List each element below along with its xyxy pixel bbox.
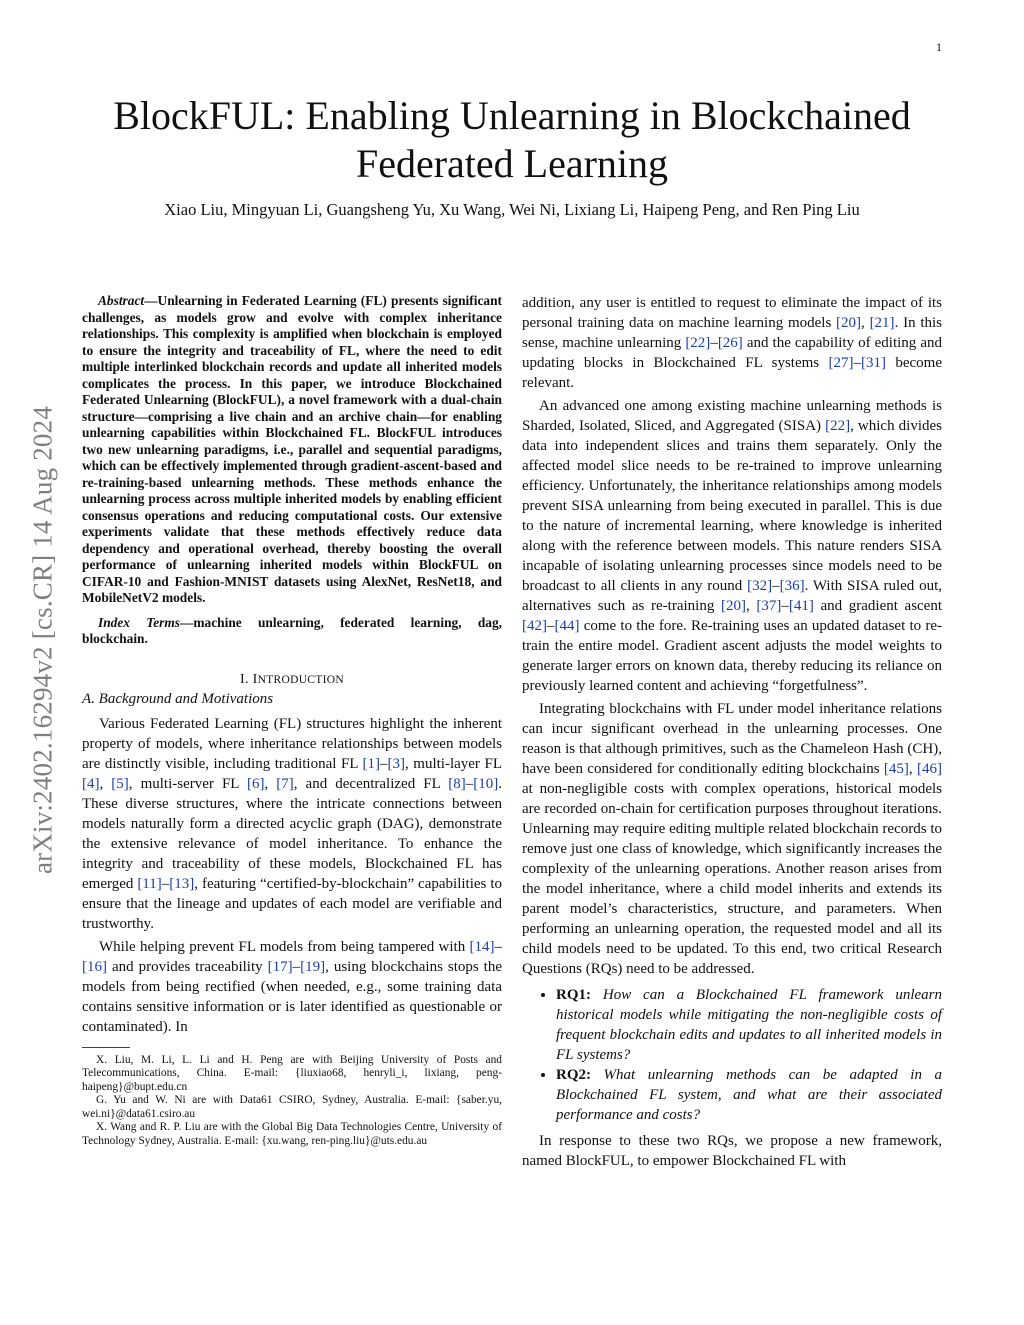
abstract-text: —Unlearning in Federated Learning (FL) presents significant challenges, as models grow and evolve with complex inheritance relationships. This complexity is amplified when blockchain is employed to ensure the integrity and traceability of FL, where the need to edit multiple interlinked blockchain records and update all inherited models complicates the process. In this paper, we introduce Blockchained Federated Unlearning (BlockFUL), a novel framework with a dual-chain structure—comprising a live chain and an archive chain—for enabling unlearning capabilities within Blockchained FL. BlockFUL introduces two new unlearning paradigms, i.e., parallel and sequential paradigms, which can be effectively implemented through gradient-ascent-based and re-training-based unlearning methods. These methods enhance the unlearning process across multiple inherited models by enabling efficient consensus operations and reducing computational costs. Our extensive experiments validate that these methods effectively reduce data dependency and operational overhead, thereby boosting the overall performance of unlearning inherited models within BlockFUL on CIFAR-10 and Fashion-MNIST datasets using AlexNet, ResNet18, and MobileNetV2 models. [82,293,502,605]
intro-paragraph-1: Various Federated Learning (FL) structures highlight the inherent property of models, where inheritance relationships between models are distinctly visible, including traditional FL [1]–[3], multi-layer FL [4], [5], multi-server FL [6], [7], and decentralized FL [8]–[10]. These diverse structures, where the intricate connections between models naturally form a directed acyclic graph (DAG), demonstrate the extensive relevance of model inheritance. To enhance the integrity and traceability of these models, Blockchained FL has emerged [11]–[13], featuring “certified-by-blockchain” capabilities to ensure that the lineage and updates of each model are verifiable and trustworthy. [82,715,502,932]
citation-link[interactable]: [36] [779,578,805,594]
citation-link[interactable]: [31] [860,355,886,371]
citation-link[interactable]: [45] [883,761,909,777]
research-questions-list [522,985,942,1125]
intro-paragraph-response: In response to these two RQs, we propose a new framework, named BlockFUL, to empower Blockchained FL with [522,1133,942,1169]
citation-link[interactable]: [17] [267,958,293,975]
citation-link[interactable]: [7] [276,775,294,792]
citation-link[interactable]: [46] [917,761,942,777]
citation-link[interactable]: [41] [788,598,814,614]
citation-link[interactable]: [19] [300,958,326,975]
citation-link[interactable]: [37] [756,598,782,614]
subsection-heading: A. Background and Motivations [82,690,274,707]
citation-link[interactable]: [5] [111,775,129,792]
footnote-affiliation-2: G. Yu and W. Ni are with Data61 CSIRO, Sydney, Australia. E-mail: {saber.yu, wei.ni}@data61.csiro.au [82,1094,502,1120]
index-terms [82,615,502,648]
citation-link[interactable]: [13] [169,875,195,892]
citation-link[interactable]: [27] [828,355,854,371]
list-item: • RQ1: How can a Blockchained FL framework unlearn historical models while mitigating the non-negligible costs of frequent blockchain edits and updates to all inherited models in FL systems? [556,985,942,1065]
footnote-affiliation-1: X. Liu, M. Li, L. Li and H. Peng are with Beijing University of Posts and Telecommunications, China. E-mail: {liuxiao68, henryli_i, lixiang, peng-haipeng}@bupt.edu.cn [82,1053,502,1093]
citation-link[interactable]: [1] [362,755,380,772]
intro-paragraph-2: While helping prevent FL models from being tampered with [14]–[16] and provides traceability [17]–[19], using blockchains stops the models from being rectified (when needed, e.g., some training data contains sensitive information or is later identified as questionable or contaminated). In [82,938,502,1035]
abstract-label: Abstract [98,293,145,308]
arxiv-identifier: arXiv:2402.16294v2 [cs.CR] 14 Aug 2024 [27,405,58,875]
citation-link[interactable]: [22] [825,418,851,434]
author-list: Xiao Liu, Mingyuan Li, Guangsheng Yu, Xu Wang, Wei Ni, Lixiang Li, Haipeng Peng, and Ren Ping Liu [164,200,860,219]
citation-link[interactable]: [20] [720,598,746,614]
intro-paragraph-sisa: An advanced one among existing machine unlearning methods is Sharded, Isolated, Sliced, and Aggregated (SISA) [22], which divides data into independent slices and trains them separately. Only the affected model slice needs to be re-trained to improve unlearning efficiency. Unfortunately, the inheritance relationships among models prevent SISA unlearning from being executed in parallel. This is due to the nature of incremental learning, where knowledge is inherited along with the reference between models. This nature renders SISA incapable of isolating unlearning processes since models need to be broadcast to all clients in any round [32]–[36]. With SISA ruled out, alternatives such as re-training [20], [37]–[41] and gradient ascent [42]–[44] come to the fore. Re-training uses an updated dataset to re-train the entire model. Gradient ascent adjusts the model weights to generate larger errors on known data, thereby reducing its reliance on previously learned content and achieving “forgetfulness”. [522,398,943,694]
citation-link[interactable]: [14] [469,938,495,955]
abstract [82,293,502,607]
citation-link[interactable]: [21] [869,315,895,331]
citation-link[interactable]: [11] [137,875,162,892]
section-heading-introduction: I. INTRODUCTION [240,671,344,687]
citation-link[interactable]: [4] [82,775,100,792]
citation-link[interactable]: [16] [82,958,107,975]
citation-link[interactable]: [42] [522,618,547,634]
intro-paragraph-continued: addition, any user is entitled to request to eliminate the impact of its personal training data on machine learning models [20], [21]. In this sense, machine unlearning [22]–[26] and the capability of editing and updating blocks in Blockchained FL systems [27]–[31] become relevant. [522,295,942,391]
footnote-rule [82,1047,130,1048]
index-terms-text: —machine unlearning, federated learning, dag, blockchain. [82,614,502,646]
title-line-1: BlockFUL: Enabling Unlearning in Blockchained [113,93,911,138]
footnote-affiliation-3: X. Wang and R. P. Liu are with the Global Big Data Technologies Centre, University of Technology Sydney, Australia. E-mail: {xu.wang, ren-ping.liu}@uts.edu.au [82,1121,502,1147]
citation-link[interactable]: [26] [717,335,743,351]
right-column [522,293,942,1171]
citation-link[interactable]: [44] [554,618,580,634]
left-column [82,293,502,1148]
index-terms-label: Index Terms [98,614,180,630]
citation-link[interactable]: [10] [473,775,499,792]
citation-link[interactable]: [32] [747,578,773,594]
citation-link[interactable]: [3] [387,755,405,772]
citation-link[interactable]: [8] [448,775,466,792]
citation-link[interactable]: [6] [246,775,265,792]
citation-link[interactable]: [22] [685,335,711,351]
title-line-2: Federated Learning [355,141,669,186]
intro-paragraph-overhead: Integrating blockchains with FL under model inheritance relations can incur significant overhead in the unlearning processes. One reason is that although primitives, such as the Chameleon Hash (CH), have been considered for conditionally editing blockchains [45], [46] at non-negligible costs with complex operations, historical models are recorded on-chain for certification purposes throughout iterations. Unlearning may require editing multiple related blockchain records to remove just one class of knowledge, which significantly increases the complexity of the unlearning operations. Another reason arises from the model inheritance, where a child model inherits and extends its parent model’s characteristics, structure, and parameters. When performing an unlearning operation, the requested model and all its child models need to be updated. To this end, two critical Research Questions (RQs) need to be addressed. [522,701,942,977]
paper-title [60,92,964,188]
citation-link[interactable]: [20] [836,315,862,331]
page-number: 1 [936,40,942,54]
list-item: • RQ2: What unlearning methods can be adapted in a Blockchained FL system, and what are their associated performance and costs? [556,1065,942,1125]
